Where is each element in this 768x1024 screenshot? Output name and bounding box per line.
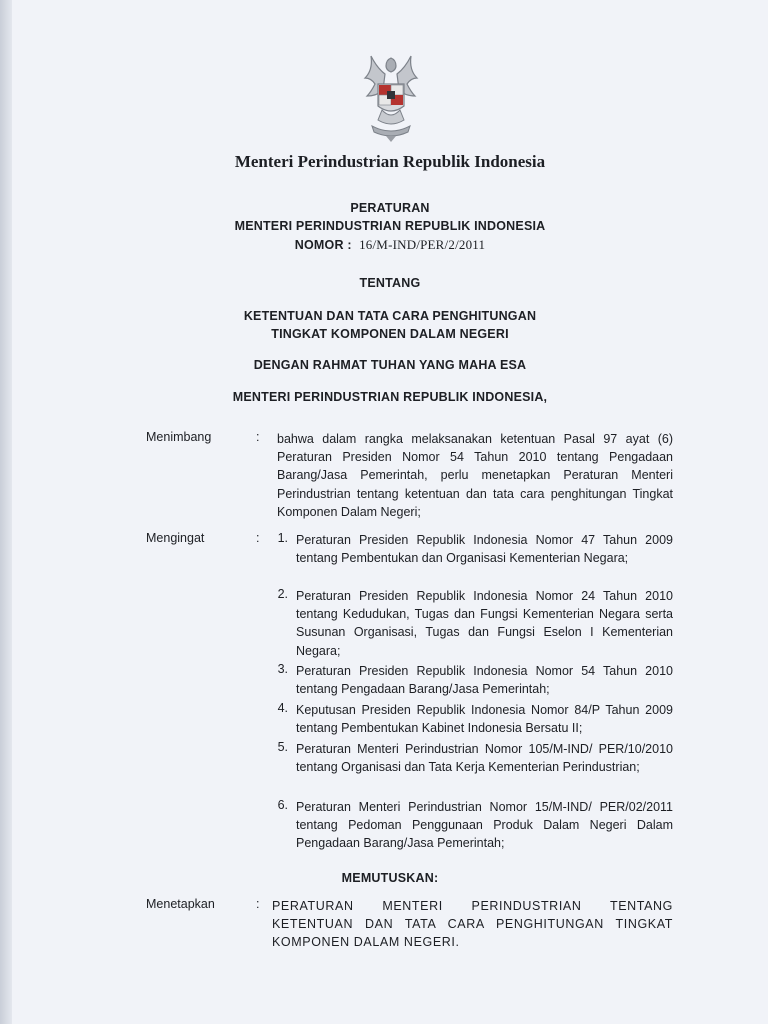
menimbang-colon: : — [256, 430, 260, 444]
mengingat-item-text: Peraturan Presiden Republik Indonesia Nomor 54 Tahun 2010 tentang Pengadaan Barang/Jasa Pemerintah; — [296, 664, 673, 697]
mengingat-item-text: Peraturan Menteri Perindustrian Nomor 15/M-IND/ PER/02/2011 tentang Pedoman Penggunaan Produk Dalam Negeri Dalam Pengadaan Barang/Jasa Pemerintah; — [296, 800, 673, 851]
mengingat-item-number: 3. — [277, 662, 288, 676]
menetapkan-label: Menetapkan — [146, 897, 215, 911]
subject-line-2: TINGKAT KOMPONEN DALAM NEGERI — [271, 327, 509, 341]
document-type: PERATURAN — [350, 201, 430, 215]
mengingat-item-number: 4. — [277, 701, 288, 715]
nomor-label: NOMOR : — [294, 238, 352, 252]
minister-heading: MENTERI PERINDUSTRIAN REPUBLIK INDONESIA, — [232, 390, 548, 404]
nomor-value: 16/M-IND/PER/2/2011 — [359, 237, 486, 252]
tentang-heading: TENTANG — [359, 276, 421, 290]
issuer-heading: MENTERI PERINDUSTRIAN REPUBLIK INDONESIA — [234, 219, 546, 233]
mengingat-colon: : — [256, 531, 260, 545]
mengingat-item-number: 2. — [277, 587, 288, 601]
menetapkan-text: PERATURAN MENTERI PERINDUSTRIAN TENTANG KETENTUAN DAN TATA CARA PENGHITUNGAN TINGKAT KOMPONEN DALAM NEGERI. — [272, 899, 673, 950]
mengingat-item-text: Peraturan Presiden Republik Indonesia Nomor 47 Tahun 2009 tentang Pembentukan dan Organisasi Kementerian Negara; — [296, 533, 673, 566]
mengingat-item-text: Keputusan Presiden Republik Indonesia Nomor 84/P Tahun 2009 tentang Pembentukan Kabinet Indonesia Bersatu II; — [296, 703, 673, 736]
mengingat-item-number: 5. — [277, 740, 288, 754]
menimbang-label: Menimbang — [146, 430, 212, 444]
subject-line-1: KETENTUAN DAN TATA CARA PENGHITUNGAN — [243, 309, 537, 323]
ministry-title: Menteri Perindustrian Republik Indonesia — [234, 152, 546, 171]
menimbang-text: bahwa dalam rangka melaksanakan ketentuan Pasal 97 ayat (6) Peraturan Presiden Nomor 54 Tahun 2010 tentang Pengadaan Barang/Jasa Pemerintah, perlu menetapkan Peraturan Menteri Perindustrian tentang ketentuan dan tata cara penghitungan Tingkat Komponen Dalam Negeri; — [277, 432, 673, 519]
scan-edge — [0, 0, 12, 1024]
invocation: DENGAN RAHMAT TUHAN YANG MAHA ESA — [253, 358, 527, 372]
menetapkan-colon: : — [256, 897, 260, 911]
mengingat-label: Mengingat — [146, 531, 205, 545]
memutuskan-heading: MEMUTUSKAN: — [341, 871, 439, 885]
garuda-emblem-icon — [358, 54, 424, 144]
mengingat-item-text: Peraturan Presiden Republik Indonesia Nomor 24 Tahun 2010 tentang Kedudukan, Tugas dan Fungsi Kementerian Negara serta Susunan Organisasi, Tugas dan Fungsi Eselon I Kementerian Negara; — [296, 589, 673, 658]
nomor-line — [12, 237, 768, 253]
mengingat-item-number: 1. — [277, 531, 288, 545]
mengingat-item-number: 6. — [277, 798, 288, 812]
mengingat-item-text: Peraturan Menteri Perindustrian Nomor 105/M-IND/ PER/10/2010 tentang Organisasi dan Tata Kerja Kementerian Perindustrian; — [296, 742, 673, 775]
